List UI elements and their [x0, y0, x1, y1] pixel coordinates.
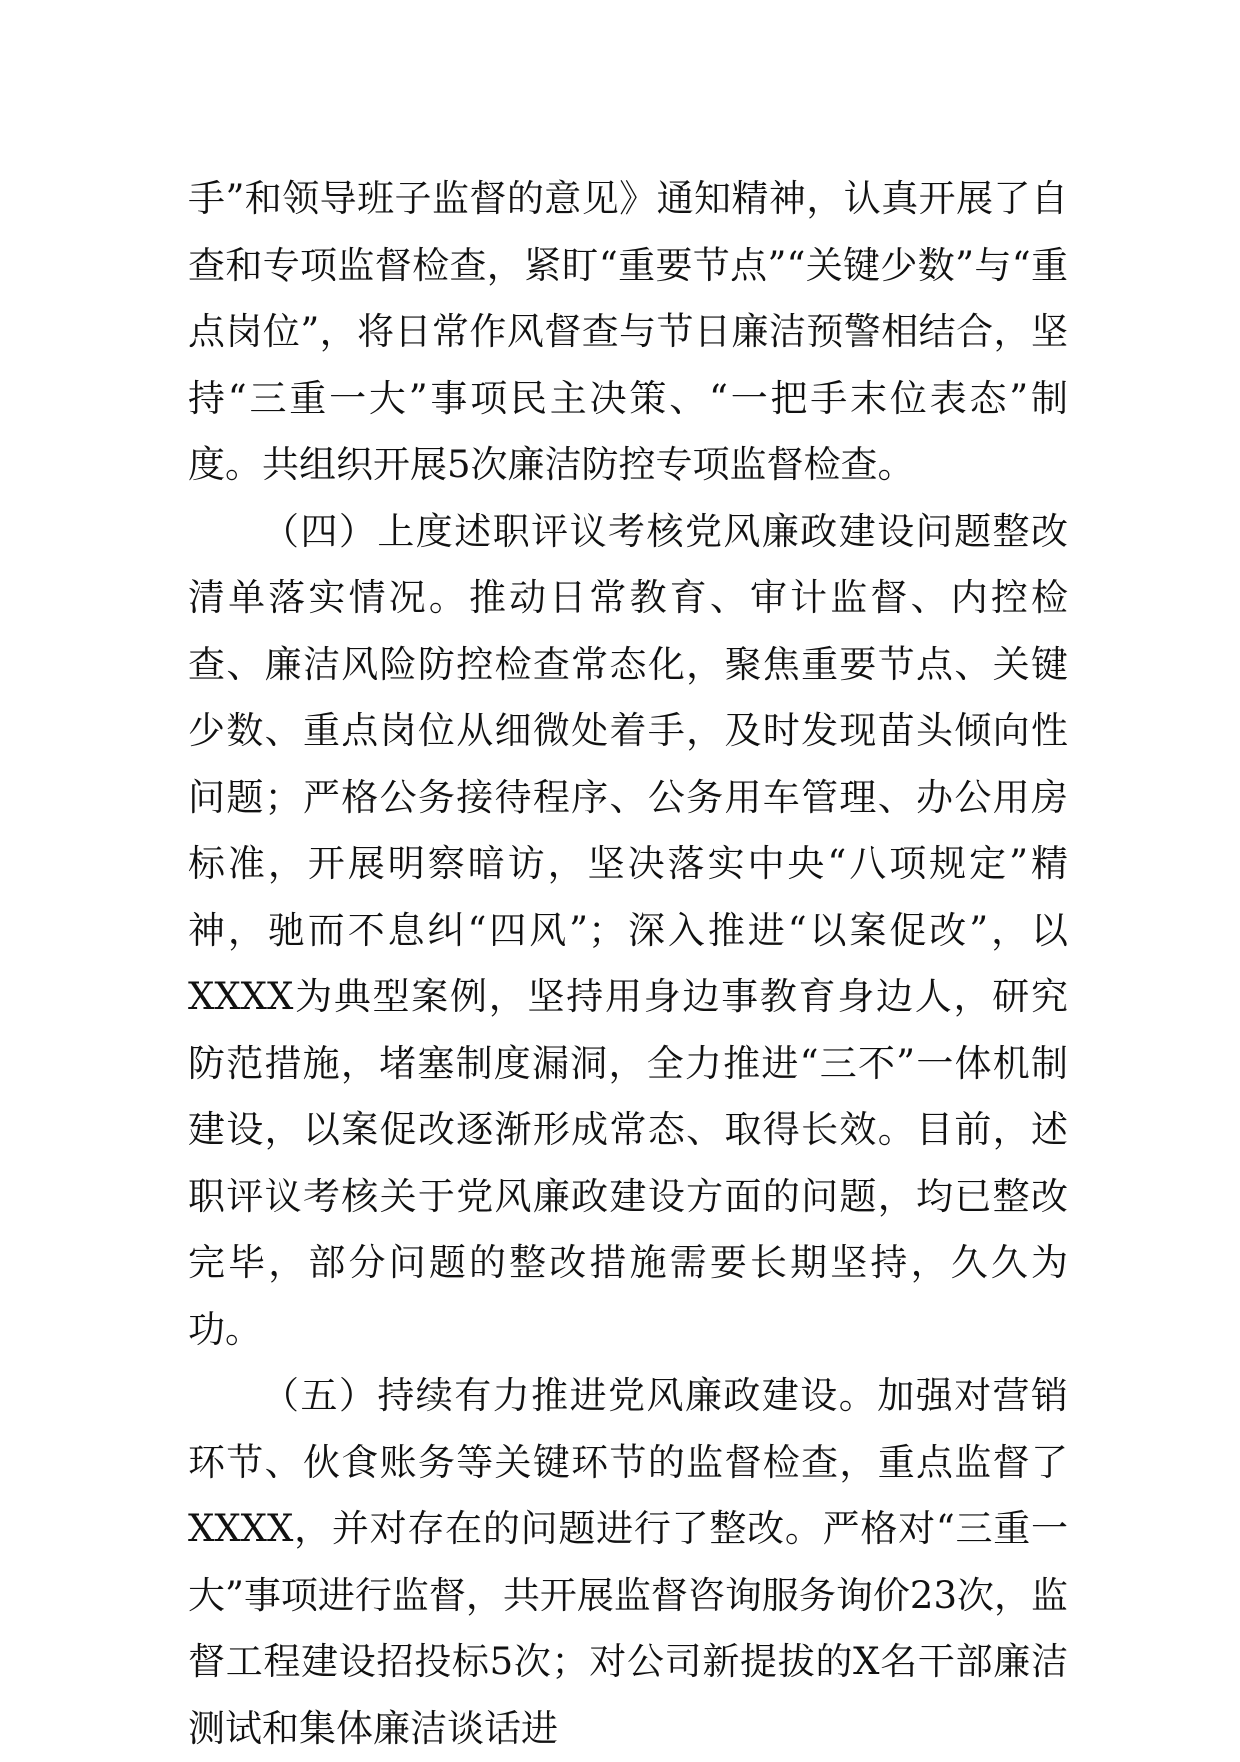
- paragraph-section-five: （五）持续有力推进党风廉政建设。加强对营销环节、伙食账务等关键环节的监督检查，重点监督了XXXX，并对存在的问题进行了整改。严格对“三重一大”事项进行监督，共开展监督咨询服务询价23次，监督工程建设招投标5次；对公司新提拔的X名干部廉洁测试和集体廉洁谈话进: [188, 1374, 1068, 1750]
- document-body: [188, 166, 1068, 1762]
- paragraph-supervision-continued: 手”和领导班子监督的意见》通知精神，认真开展了自查和专项监督检查，紧盯“重要节点”“关键少数”与“重点岗位”，将日常作风督查与节日廉洁预警相结合，坚持“三重一大”事项民主决策、“一把手末位表态”制度。共组织开展5次廉洁防控专项监督检查。: [188, 177, 1068, 486]
- paragraph-section-four: （四）上度述职评议考核党风廉政建设问题整改清单落实情况。推动日常教育、审计监督、内控检查、廉洁风险防控检查常态化，聚焦重要节点、关键少数、重点岗位从细微处着手，及时发现苗头倾向性问题；严格公务接待程序、公务用车管理、办公用房标准，开展明察暗访，坚决落实中央“八项规定”精神，驰而不息纠“四风”；深入推进“以案促改”，以XXXX为典型案例，坚持用身边事教育身边人，研究防范措施，堵塞制度漏洞，全力推进“三不”一体机制建设，以案促改逐渐形成常态、取得长效。目前，述职评议考核关于党风廉政建设方面的问题，均已整改完毕，部分问题的整改措施需要长期坚持，久久为功。: [188, 509, 1068, 1351]
